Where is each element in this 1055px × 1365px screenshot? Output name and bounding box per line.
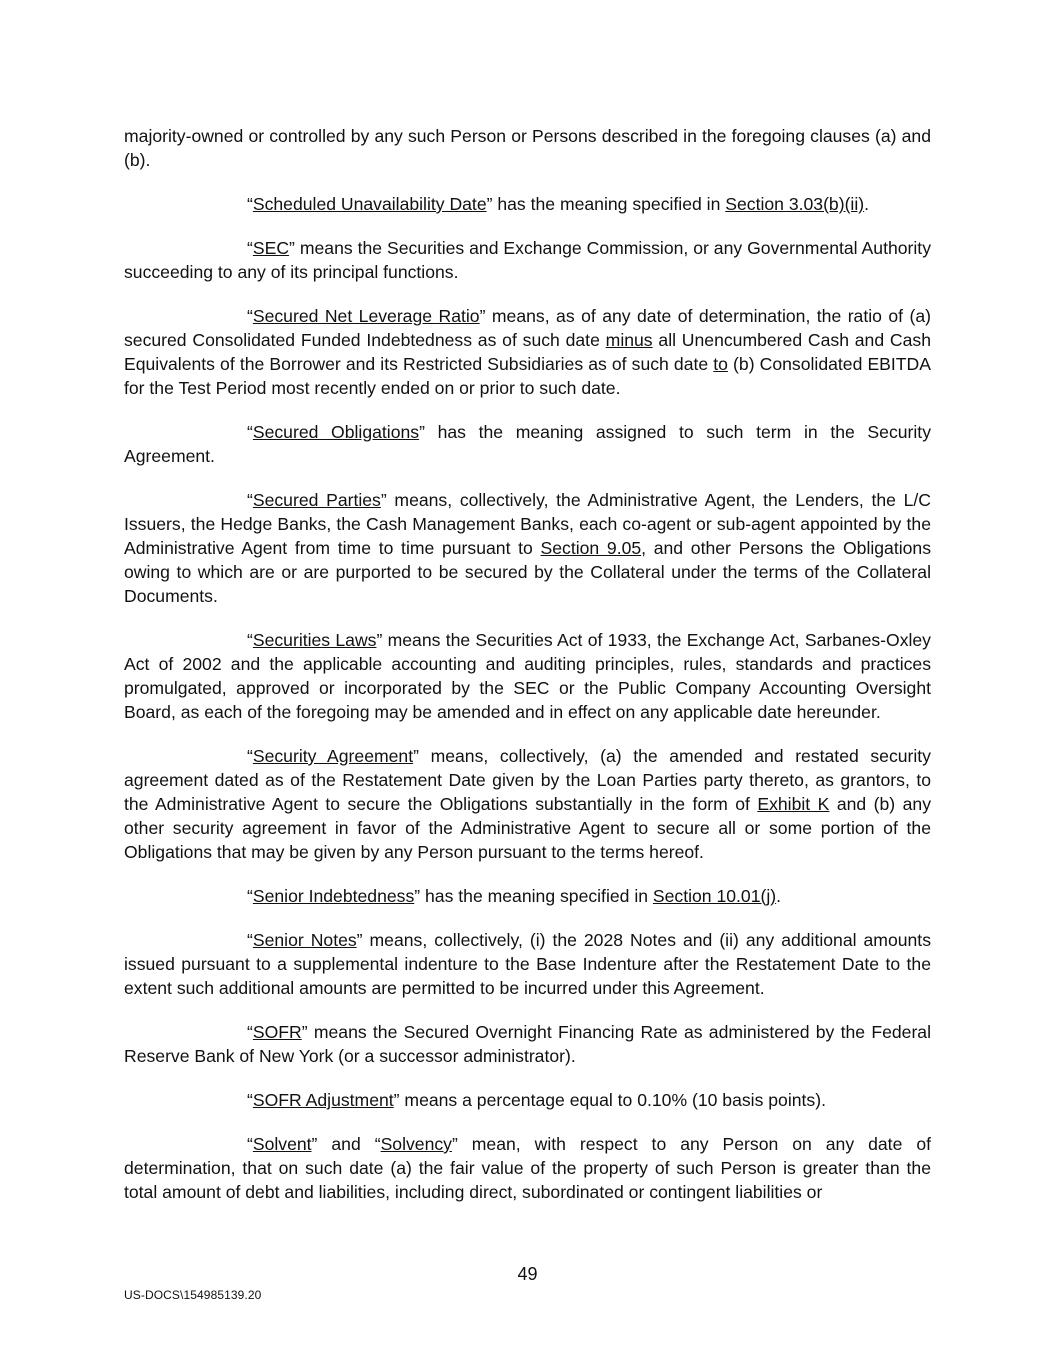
page-number: 49 — [517, 1264, 538, 1284]
quote-open: “ — [247, 1022, 253, 1042]
quote-open: “ — [247, 630, 253, 650]
defined-term: Secured Parties — [252, 490, 381, 510]
definition-text: ” has the meaning specified in — [486, 194, 726, 214]
document-body — [124, 124, 931, 1224]
definition-security-agreement — [124, 744, 931, 864]
emphasis-minus: minus — [605, 330, 653, 350]
definition-secured-parties — [124, 488, 931, 608]
exhibit-reference: Exhibit K — [757, 794, 830, 814]
quote-open: “ — [247, 422, 253, 442]
defined-term: Secured Obligations — [252, 422, 420, 442]
defined-term: Secured Net Leverage Ratio — [252, 306, 480, 326]
definition-text: ” has the meaning assigned to such term in the Security Agreement. — [124, 422, 931, 466]
definition-text: ” means the Secured Overnight Financing Rate as administered by the Federal Reserve Bank of New York (or a successor administrator). — [124, 1022, 931, 1066]
definition-text: ” means, as of any date of determination, the ratio of (a) secured Consolidated Funded Indebtedness as of such date — [124, 306, 931, 350]
quote-open: “ — [247, 1134, 253, 1154]
quote-open: “ — [247, 238, 253, 258]
defined-term: Scheduled Unavailability Date — [252, 194, 487, 214]
continuation-text: majority-owned or controlled by any such Person or Persons described in the foregoing clauses (a) and (b). — [124, 126, 931, 170]
quote-open: “ — [247, 930, 253, 950]
definition-sofr-adjustment — [124, 1088, 931, 1112]
quote-open: “ — [247, 1090, 253, 1110]
definition-scheduled-unavailability-date — [124, 192, 931, 216]
definition-text: ” has the meaning specified in — [414, 886, 653, 906]
document-id: US-DOCS\154985139.20 — [124, 1288, 262, 1302]
definition-text: all Unencumbered Cash and Cash Equivalents of the Borrower and its Restricted Subsidiaries as of such date — [124, 330, 931, 374]
definition-text: ” means a percentage equal to 0.10% (10 basis points). — [393, 1090, 826, 1110]
continuation-paragraph — [124, 124, 931, 172]
definition-secured-net-leverage-ratio — [124, 304, 931, 400]
quote-open: “ — [247, 490, 253, 510]
definition-text: . — [864, 194, 869, 214]
defined-term: SOFR Adjustment — [252, 1090, 394, 1110]
definition-text: (b) Consolidated EBITDA for the Test Period most recently ended on or prior to such date. — [124, 354, 931, 398]
quote-open: “ — [247, 746, 253, 766]
defined-term: SEC — [252, 238, 290, 258]
definition-text: . — [776, 886, 782, 906]
emphasis-to: to — [713, 354, 728, 374]
quote-open: “ — [247, 194, 253, 214]
section-reference: Section 10.01(j) — [652, 886, 777, 906]
quote-open: “ — [247, 886, 253, 906]
defined-term: Securities Laws — [252, 630, 377, 650]
definition-text: ” and “ — [311, 1134, 381, 1154]
defined-term: Senior Indebtedness — [252, 886, 415, 906]
defined-term: Senior Notes — [252, 930, 357, 950]
definition-text: ” means, collectively, (i) the 2028 Notes and (ii) any additional amounts issued pursuant to a supplemental indenture to the Base Indenture after the Restatement Date to the extent such additional amounts are permitted to be incurred under this Agreement. — [124, 930, 931, 998]
definition-text: ” mean, with respect to any Person on any date of determination, that on such date (a) the fair value of the property of such Person is greater than the total amount of debt and liabilities, including direct, subordinated or contingent liabilities or — [124, 1134, 931, 1202]
section-reference: Section 9.05 — [540, 538, 642, 558]
definition-senior-notes — [124, 928, 931, 1000]
definition-text: ” means the Securities and Exchange Commission, or any Governmental Authority succeeding to any of its principal functions. — [124, 238, 931, 282]
defined-term-2: Solvency — [380, 1134, 452, 1154]
definition-text: and (b) any other security agreement in favor of the Administrative Agent to secure all or some portion of the Obligations that may be given by any Person pursuant to the terms hereof. — [124, 794, 931, 862]
definition-sofr — [124, 1020, 931, 1068]
quote-open: “ — [247, 306, 253, 326]
definition-text: ” means, collectively, the Administrative Agent, the Lenders, the L/C Issuers, the Hedge Banks, the Cash Management Banks, each co-agent or sub-agent appointed by the Administrative Agent from time to time pursuant to — [124, 490, 931, 558]
definition-senior-indebtedness — [124, 884, 931, 908]
definition-secured-obligations — [124, 420, 931, 468]
definition-text: ” means, collectively, (a) the amended and restated security agreement dated as of the Restatement Date given by the Loan Parties party thereto, as grantors, to the Administrative Agent to secure the Obligations substantially in the form of — [124, 746, 931, 814]
definition-solvent — [124, 1132, 931, 1204]
defined-term: SOFR — [252, 1022, 302, 1042]
defined-term: Solvent — [252, 1134, 312, 1154]
definition-text: ” means the Securities Act of 1933, the Exchange Act, Sarbanes-Oxley Act of 2002 and the applicable accounting and auditing principles, rules, standards and practices promulgated, approved or incorporated by the SEC or the Public Company Accounting Oversight Board, as each of the foregoing may be amended and in effect on any applicable date hereunder. — [124, 630, 931, 722]
defined-term: Security Agreement — [252, 746, 414, 766]
definition-securities-laws — [124, 628, 931, 724]
definition-sec — [124, 236, 931, 284]
section-reference: Section 3.03(b)(ii) — [725, 194, 865, 214]
definition-text: , and other Persons the Obligations owing to which are or are purported to be secured by the Collateral under the terms of the Collateral Documents. — [124, 538, 931, 606]
